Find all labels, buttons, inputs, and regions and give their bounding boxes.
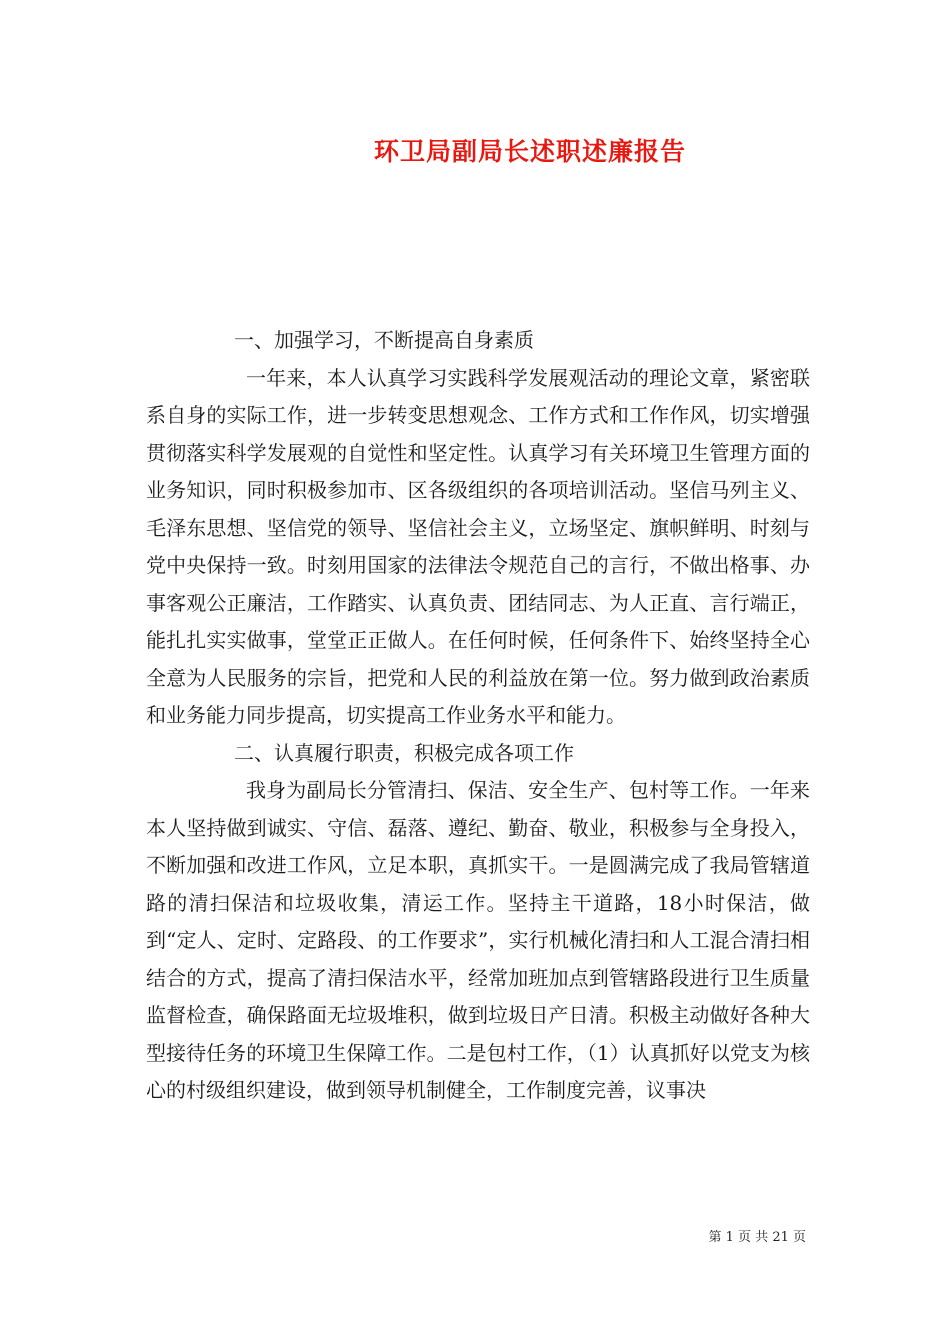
section-2-paragraph: 我身为副局长分管清扫、保洁、安全生产、包村等工作。一年来本人坚持做到诚实、守信、磊落、遵纪、勤奋、敬业，积极参与全身投入，不断加强和改进工作风，立足本职，真抓实干。一是圆满完成了我局管辖道路的清扫保洁和垃圾收集，清运工作。坚持主干道路，18小时保洁，做到“定人、定时、定路段、的工作要求”，实行机械化清扫和人工混合清扫相结合的方式，提高了清扫保洁水平，经常加班加点到管辖路段进行卫生质量监督检查，确保路面无垃圾堆积，做到垃圾日产日清。积极主动做好各种大型接待任务的环境卫生保障工作。二是包村工作，（1）认真抓好以党支为核心的村级组织建设，做到领导机制健全，工作制度完善，议事决 [146, 778, 810, 1102]
section-1-paragraph: 一年来，本人认真学习实践科学发展观活动的理论文章，紧密联系自身的实际工作，进一步转变思想观念、工作方式和工作作风，切实增强贯彻落实科学发展观的自觉性和坚定性。认真学习有关环境卫生管理方面的业务知识，同时积极参加市、区各级组织的各项培训活动。坚信马列主义、毛泽东思想、坚信党的领导、坚信社会主义，立场坚定、旗帜鲜明、时刻与党中央保持一致。时刻用国家的法律法令规范自己的言行，不做出格事、办事客观公正廉洁，工作踏实、认真负责、团结同志、为人正直、言行端正，能扎扎实实做事，堂堂正正做人。在任何时候，任何条件下、始终坚持全心全意为人民服务的宗旨，把党和人民的利益放在第一位。努力做到政治素质和业务能力同步提高，切实提高工作业务水平和能力。 [146, 365, 810, 727]
document-title: 环卫局副局长述职述廉报告 [373, 137, 686, 166]
page-number: 第 1 页 共 21 页 [708, 1230, 806, 1245]
document-body [146, 322, 810, 1110]
section-1-heading: 一、加强学习，不断提高自身素质 [234, 328, 534, 352]
section-2-heading: 二、认真履行职责，积极完成各项工作 [234, 740, 574, 765]
